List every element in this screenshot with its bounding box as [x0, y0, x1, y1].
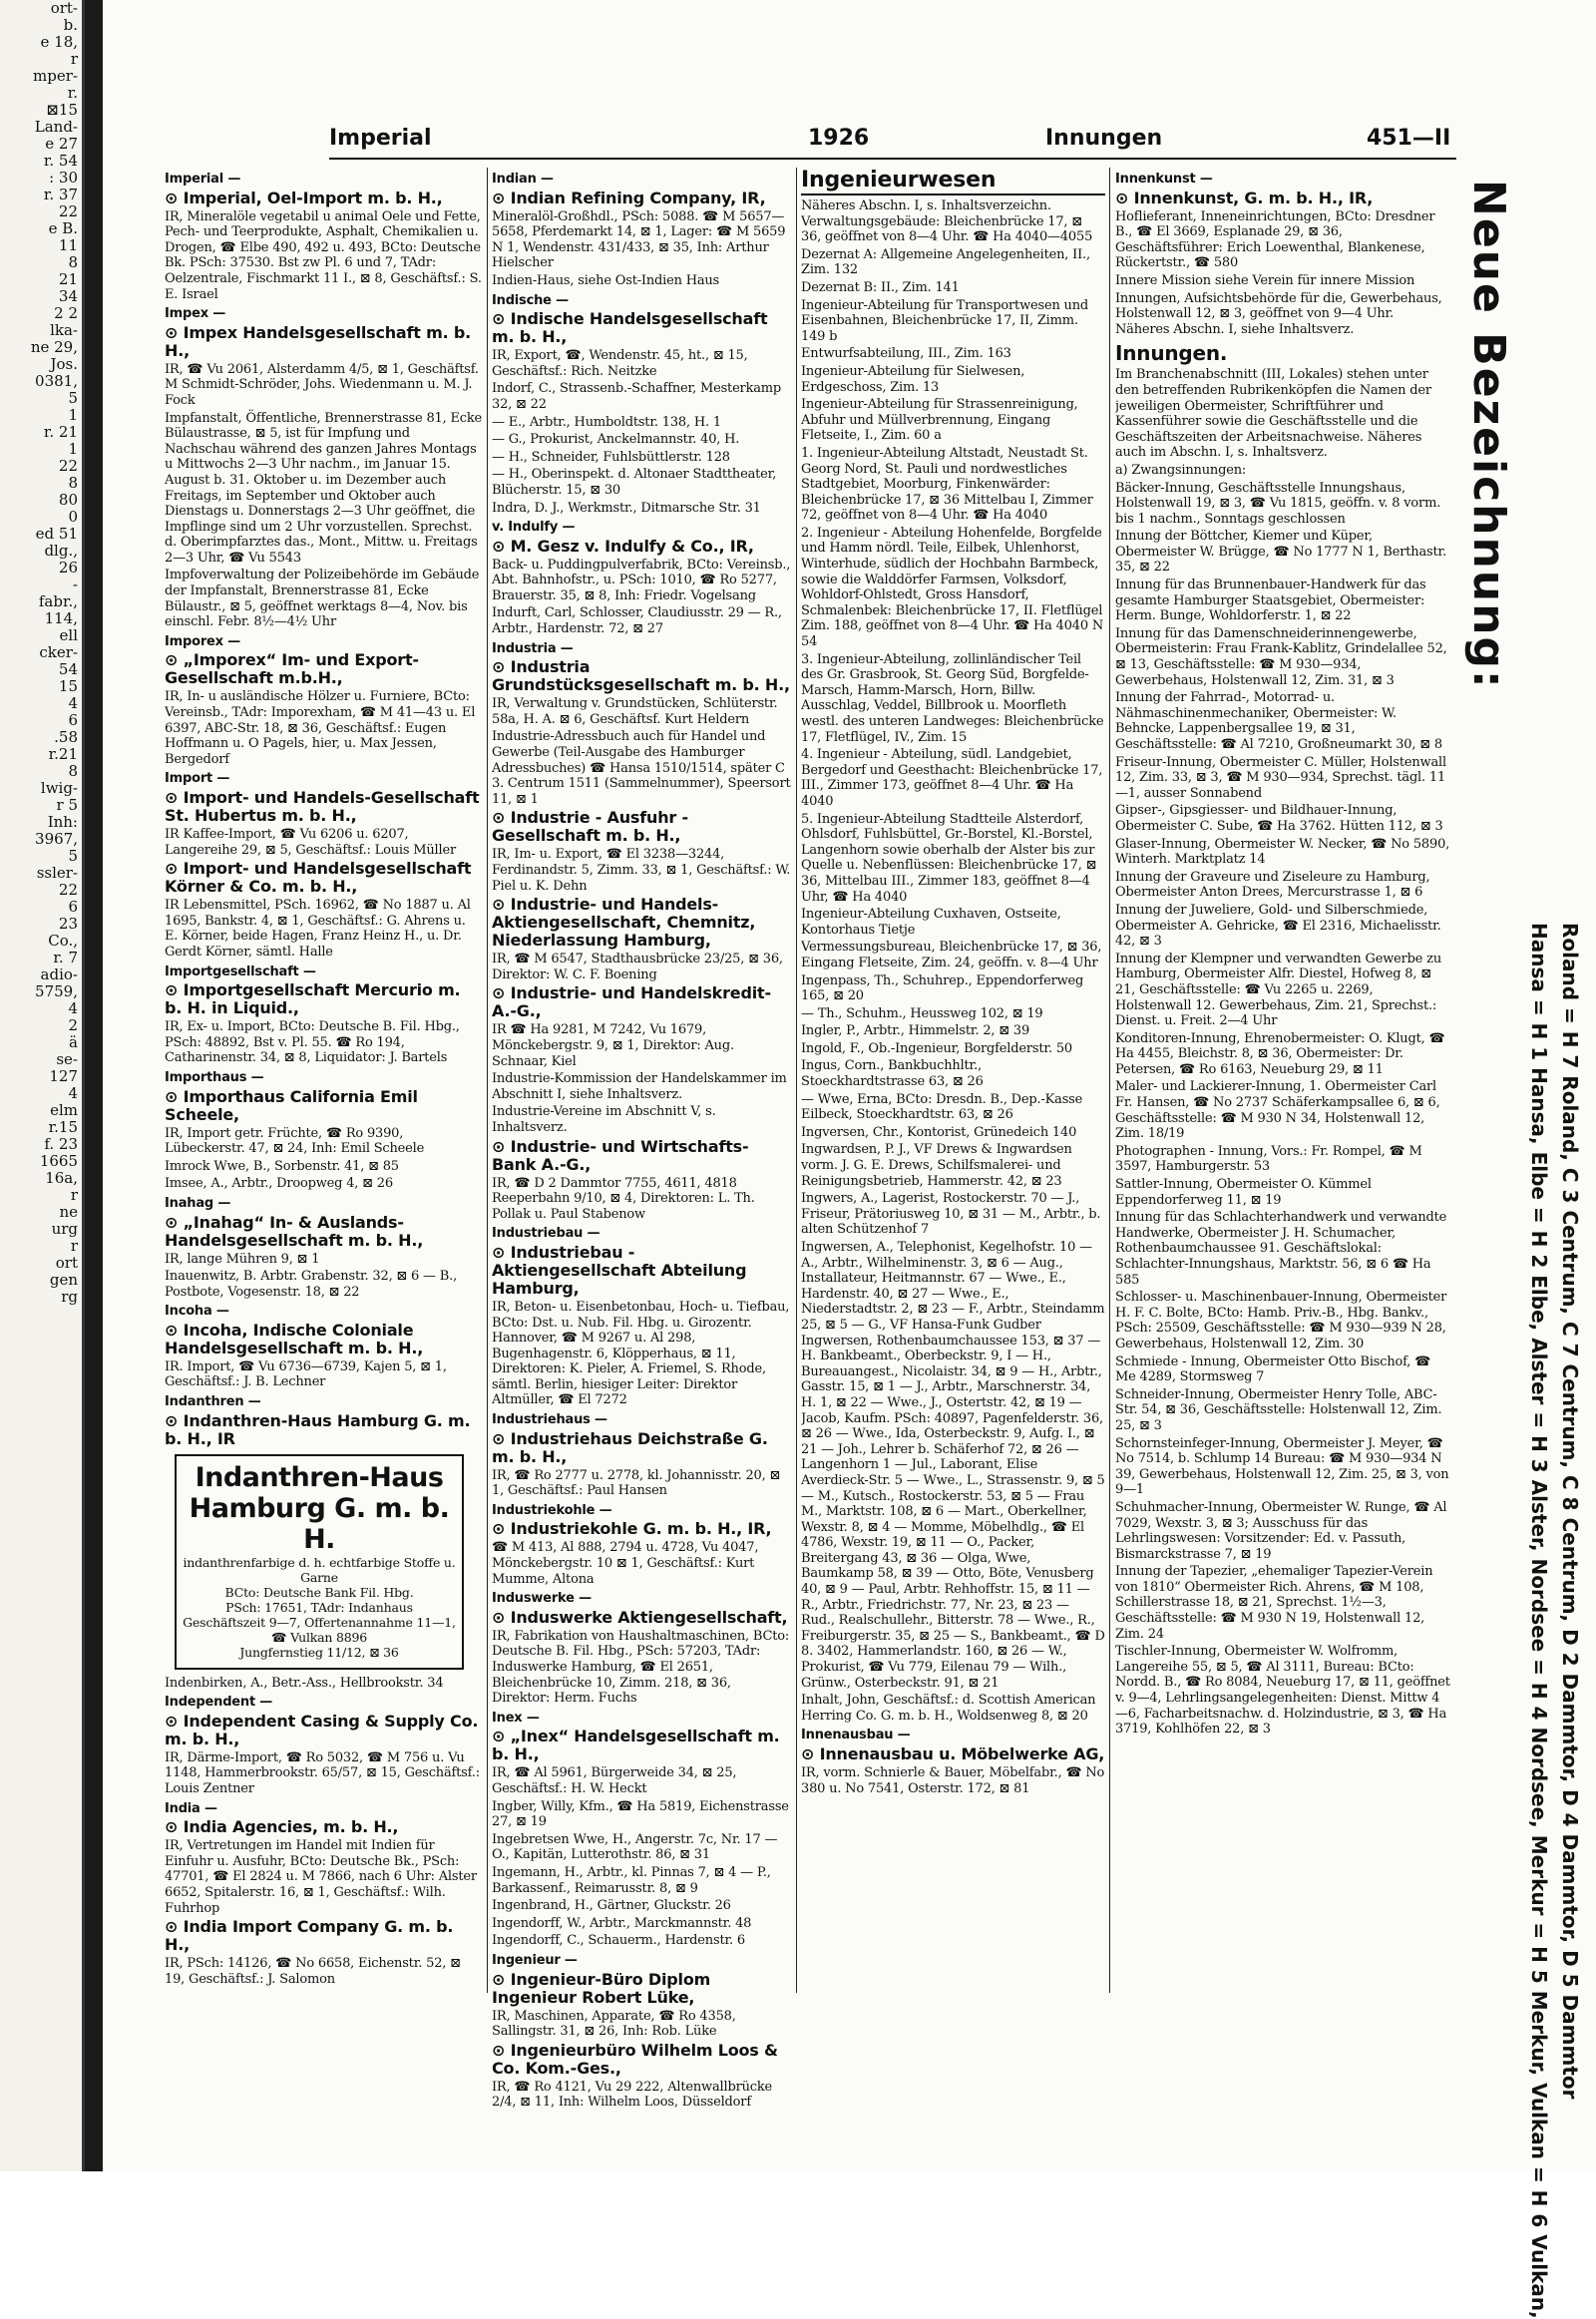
- section-heading: Ingenieurwesen: [801, 168, 1105, 195]
- directory-entry: a) Zwangsinnungen:: [1115, 462, 1247, 478]
- directory-entry: IR, ☎ Vu 2061, Alsterdamm 4/5, ⊠ 1, Geschäftsf. M Schmidt-Schröder, Johs. Wiedenmann u. M. J. Fock: [165, 361, 479, 408]
- directory-entry: IR, Fabrikation von Haushaltmaschinen, BCto: Deutsche B. Fil. Hbg., PSch: 57203, TAdr: Induswerke Hamburg, ☎ El 2651, Bleichenbrücke 10, Zimm. 218, ⊠ 36, Direktor: Herm. Fuchs: [492, 1628, 790, 1707]
- directory-entry: IR, ☎ Ro 4121, Vu 29 222, Altenwallbrücke 2/4, ⊠ 11, Inh: Wilhelm Loos, Düsseldorf: [492, 2079, 773, 2111]
- directory-entry: Ingenieur-Abteilung für Strassenreinigung, Abfuhr und Müllverbrennung, Eingang Fletseite, I., Zim. 60 a: [801, 397, 1078, 444]
- fragment-line: .58: [54, 728, 78, 746]
- index-heading: Induswerke —: [492, 1591, 592, 1607]
- directory-entry: Innung für das Schlachterhandwerk und verwandte Handwerke, Obermeister J. H. Schumacher, Rothenbaumchaussee 91. Geschäftslokal: Schlachter-Innungshaus, Marktstr. 56, ⊠ 6 ☎ Ha 585: [1115, 1210, 1447, 1288]
- header-left-keyword: Imperial: [329, 126, 432, 151]
- index-heading: Ingenieur —: [492, 1952, 578, 1968]
- directory-entry: Gipser-, Gipsgiesser- und Bildhauer-Innung, Obermeister C. Sube, ☎ Ha 3762. Hütten 112, ⊠ 3: [1115, 803, 1443, 834]
- directory-entry: ☎ M 413, Al 888, 2794 u. 4728, Vu 4047, Mönckebergstr. 10 ⊠ 1, Geschäftsf.: Kurt Mumme, Altona: [492, 1540, 759, 1587]
- directory-entry: 2. Ingenieur - Abteilung Hohenfelde, Borgfelde und Hamm nördl. Teile, Eilbek, Uhlenhorst, Winterhude, südlich der Hochbahn Barmbeck, sowie die Walddörfer Farmsen, Volksdorf, Wohldorf-Ohlstedt, Gross Hansdorf, Schmalenbek: Bleichenbrücke 17, II. Fletflügel Zim. 188, geöffnet von 8—4 Uhr. ☎ Ha 4040 N 54: [801, 525, 1104, 650]
- directory-entry: Inhalt, John, Geschäftsf.: d. Scottish American Herring Co. G. m. b. H., Woldsenweg 8, ⊠ 20: [801, 1693, 1096, 1724]
- fragment-line: 8: [68, 762, 78, 780]
- directory-entry: Dezernat A: Allgemeine Angelegenheiten, II., Zim. 132: [801, 246, 1090, 278]
- directory-entry: Bäcker-Innung, Geschäftsstelle Innungshaus, Holstenwall 19, ⊠ 3, ☎ Vu 1815, geöffn. v. 8 vorm. bis 1 nachm., Sonntags geschlossen: [1115, 480, 1441, 527]
- fragment-line: 5: [68, 389, 78, 407]
- index-heading: Industriekohle —: [492, 1502, 612, 1518]
- fragment-line: r.21: [48, 745, 78, 763]
- fragment-line: 1665: [39, 1152, 78, 1170]
- directory-entry: Tischler-Innung, Obermeister W. Wolfromm, Langereihe 55, ⊠ 5, ☎ Al 3111, Bureau: BCto: Nordd. B., ☎ Ro 8084, Neueburg 17, ⊠ 11, geöffnet v. 9—4, Lehrlingsangelegenheiten: Dienst. Mittw 4—6, Facharbeitsnachw. d. Holzindustrie, ⊠ 3, ☎ Ha 3719, Kohlhöfen 22, ⊠ 3: [1115, 1644, 1450, 1738]
- directory-entry: Vermessungsbureau, Bleichenbrücke 17, ⊠ 36, Eingang Fletseite, Zim. 24, geöffn. v. 8—4 Uhr: [801, 940, 1102, 970]
- directory-entry: Impfoverwaltung der Polizeibehörde im Gebäude der Impfanstalt, Brennerstrasse 81, Ecke Bülaustr., ⊠ 5, geöffnet werktags 8—4, Nov. bis einschl. Febr. 8½—4½ Uhr: [165, 568, 480, 630]
- directory-entry: Industrie-Adressbuch auch für Handel und Gewerbe (Teil-Ausgabe des Hamburger Adressbuches) ☎ Hansa 1510/1514, später C 3. Centrum 1511 (Sammelnummer), Speersort 11, ⊠ 1: [492, 729, 791, 807]
- firm-name: ⊙ Industrie - Ausfuhr - Gesellschaft m. b. H.,: [492, 808, 688, 846]
- directory-entry: IR, Beton- u. Eisenbetonbau, Hoch- u. Tiefbau, BCto: Dst. u. Nub. Fil. Hbg. u. Girozentr. Hannover, ☎ M 9267 u. Al 298, Bugenhagenstr. 6, Klöpperhaus, ⊠ 11, Direktoren: K. Pieler, A. Friemel, S. Rhode, sämtl. Berlin, hiesiger Leiter: Direktor Altmüller, ☎ El 7272: [492, 1299, 790, 1408]
- directory-entry: Impfanstalt, Öffentliche, Brennerstrasse 81, Ecke Bülaustrasse, ⊠ 5, ist für Impfung und Nachschau während des ganzen Jahres Montags u Mittwochs 2—3 Uhr nachm., im Januar 15. August b. 31. Oktober u. im Dezember auch Freitags, im September und Oktober auch Dienstags u. Donnerstags 2—3 Uhr geöffnet, die Impflinge sind um 2 Uhr vorzustellen. Sprechst. d. Oberimpfarztes das., Mont., Mittw. u. Freitags 2—3 Uhr, ☎ Vu 5543: [165, 410, 482, 566]
- fragment-line: 127: [49, 1067, 78, 1085]
- fragment-line: 4: [68, 1084, 78, 1102]
- directory-entry: Ingenpass, Th., Schuhrep., Eppendorferweg 165, ⊠ 20: [801, 972, 1084, 1004]
- directory-entry: 5. Ingenieur-Abteilung Stadtteile Alsterdorf, Ohlsdorf, Fuhlsbüttel, Gr.-Borstel, Kl.-Borstel, Langenhorn sowie oberhalb der Alster bis zur Quelle u. Nebenflüssen: Bleichenbrücke 17, ⊠ 36, Mittelbau III., Zimmer 183, geöffnet 8—4 Uhr, ☎ Ha 4040: [801, 811, 1097, 905]
- firm-name: ⊙ Importhaus California Emil Scheele,: [165, 1086, 418, 1124]
- fragment-line: 1: [68, 406, 78, 424]
- directory-entry: Back- u. Puddingpulverfabrik, BCto: Vereinsb., Abt. Bahnhofstr., u. PSch: 1010, ☎ Ro 5277, Brauerstr. 35, ⊠ 8, Inh: Friedr. Vogelsang: [492, 557, 791, 603]
- firm-name: ⊙ „Inex“ Handelsgesellschaft m. b. H.,: [492, 1727, 780, 1764]
- fragment-line: fabr.,: [38, 592, 78, 610]
- column-3: [801, 168, 1105, 2162]
- directory-entry: Innung der Klempner und verwandten Gewerbe zu Hamburg, Obermeister Alfr. Diestel, Hofweg 8, ⊠ 21, Geschäftsstelle: ☎ Vu 2265 u. 2269, Holstenwall 12. Gewerbehaus, Zim. 21, Sprechst.: Dienst. u. Freit. 2—4 Uhr: [1115, 951, 1441, 1029]
- directory-entry: Dezernat B: II., Zim. 141: [801, 279, 960, 295]
- fragment-line: 15: [58, 677, 78, 695]
- firm-name: ⊙ Industrie- und Wirtschafts-Bank A.-G.,: [492, 1136, 749, 1174]
- index-heading: Importhaus —: [165, 1069, 264, 1085]
- directory-entry: Innere Mission siehe Verein für innere Mission: [1115, 272, 1415, 288]
- index-heading: Indanthren —: [165, 1394, 261, 1410]
- column-2: [492, 168, 791, 2162]
- fragment-line: 4: [68, 694, 78, 712]
- directory-entry: Innung der Tapezier, „ehemaliger Tapezier-Verein von 1810“ Obermeister Rich. Ahrens, ☎ M 108, Schillerstrasse 18, ⊠ 21, Sprechst. 1½—3, Geschäftsstelle: ☎ M 930 N 19, Holstenwall 12, Zim. 24: [1115, 1564, 1433, 1642]
- firm-name: ⊙ Industriekohle G. m. b. H., IR,: [492, 1519, 772, 1539]
- directory-entry: Schneider-Innung, Obermeister Henry Tolle, ABC-Str. 54, ⊠ 36, Geschäftsstelle: Holstenwall 12, Zim. 25, ⊠ 3: [1115, 1386, 1442, 1433]
- fragment-line: 6: [68, 898, 78, 916]
- fragment-line: ne 29,: [30, 338, 78, 356]
- directory-entry: Sattler-Innung, Obermeister O. Kümmel Eppendorferweg 11, ⊠ 19: [1115, 1177, 1372, 1208]
- directory-entry: IR, Im- u. Export, ☎ El 3238—3244, Ferdinandstr. 5, Zimm. 33, ⊠ 1, Geschäftsf.: W. Piel u. K. Dehn: [492, 847, 791, 894]
- directory-entry: Ingber, Willy, Kfm., ☎ Ha 5819, Eichenstrasse 27, ⊠ 19: [492, 1798, 789, 1830]
- fragment-line: f. 23: [44, 1135, 78, 1153]
- directory-entry: — Th., Schuhm., Heussweg 102, ⊠ 19: [801, 1005, 1043, 1021]
- directory-entry: IR. Import, ☎ Vu 6736—6739, Kajen 5, ⊠ 1, Geschäftsf.: J. B. Lechner: [165, 1358, 447, 1390]
- directory-entry: Ingwersen, A., Telephonist, Kegelhofstr. 10 — A., Arbtr., Wilhelminenstr. 3, ⊠ 6 — Aug., Installateur, Heitmannstr. 67 — Wwe., E., Hardenstr. 40, ⊠ 27 — Wwe., E., Niederstadtstr. 2, ⊠ 23 — F., Arbtr., Steindamm 25, ⊠ 5 — G., VF Hansa-Funk Gudber Ingwersen, Rothenbaumchaussee 153, ⊠ 37 — H. Bankbeamt., Oberbeckstr. 9, I — H., Bureauangest., Nicolaistr. 34, ⊠ 9 — H., Arbtr., Gasstr. 15, ⊠ 1 — J., Arbtr., Marschnerstr. 34, H. 1, ⊠ 22 — Wwe., J., Ostertstr. 42, ⊠ 19 — Jacob, Kaufm. PSch: 40897, Pagenfelderstr. 36, ⊠ 26 — Wwe., Ida, Osterbeckstr. 9, Aufg. I., ⊠ 21 — Joh., Lehrer b. Schäferhof 72, ⊠ 26 — Langenhorn 1 — Jul., Laborant, Elise Averdieck-Str. 5 — Wwe., L., Strassenstr. 9, ⊠ 5 — M., Kutsch., Rostockerstr. 53, ⊠ 5 — Frau M., Marktstr. 108, ⊠ 6 — Mart., Oberkellner, Wexstr. 8, ⊠ 4 — Momme, Möbelhdlg., ☎ El 4786, Wexstr. 19, ⊠ 11 — O., Packer, Breitergang 43, ⊠ 36 — Olga, Wwe, Baumkamp 58, ⊠ 39 — Otto, Böte, Venusberg 40, ⊠ 9 — Paul, Arbtr. Rehhoffstr. 15, ⊠ 11 — R., Arbtr., Friedrichstr. 77, Nr. 23, ⊠ 23 — Rud., Realschullehr., Bitterstr. 78 — Wwe., R., Freiburgerstr. 35, ⊠ 25 — S., Bankbeamt., ☎ D 8. 3402, Hammerlandstr. 160, ⊠ 26 — W., Prokurist, ☎ Vu 779, Eilenau 79 — Wilh., Grünw., Osterbeckstr. 91, ⊠ 21: [801, 1240, 1105, 1691]
- index-heading: Import —: [165, 771, 230, 787]
- fragment-line: r. 37: [43, 186, 78, 203]
- firm-name: ⊙ Industriebau - Aktiengesellschaft Abteilung Hamburg,: [492, 1242, 747, 1298]
- directory-entry: Imrock Wwe, B., Sorbenstr. 41, ⊠ 85: [165, 1158, 399, 1174]
- fragment-line: ell: [59, 626, 78, 644]
- directory-entry: Schornsteinfeger-Innung, Obermeister J. Meyer, ☎ No 7514, b. Schlump 14 Bureau: ☎ M 930—934 N 39, Gewerbehaus, Holstenwall 12, Zim. 25, ⊠ 3, von 9—1: [1115, 1435, 1449, 1498]
- fragment-line: rg: [61, 1288, 78, 1306]
- firm-name: ⊙ Import- und Handels-Gesellschaft St. Hubertus m. b. H.,: [165, 788, 480, 825]
- fragment-line: 2 2: [54, 304, 78, 322]
- directory-entry: Ingenieur-Abteilung Cuxhaven, Ostseite, Kontorhaus Tietje: [801, 907, 1061, 938]
- directory-entry: Ingendorff, C., Schauerm., Hardenstr. 6: [492, 1933, 745, 1949]
- firm-name: ⊙ India Agencies, m. b. H.,: [165, 1817, 399, 1837]
- section-title: Innungen.: [1115, 341, 1228, 366]
- directory-entry: IR, lange Mühren 9, ⊠ 1: [165, 1251, 320, 1267]
- directory-entry: IR, Mineralöle vegetabil u animal Oele und Fette, Pech- und Teerprodukte, Asphalt, Chemikalien u. Drogen, ☎ Elbe 490, 492 u. 493, BCto: Deutsche Bk. PSch: 37530. Bst zw Pl. 6 und 7, TAdr: Oelzentrale, Fischmarkt 11 I., ⊠ 8, Geschäftsf.: S. E. Israel: [165, 208, 482, 302]
- indanthren-advertisement: [175, 1454, 464, 1670]
- fragment-line: lka-: [50, 321, 78, 339]
- directory-entry: IR, ☎ Ro 2777 u. 2778, kl. Johannisstr. 20, ⊠ 1, Geschäftsf.: Paul Hansen: [492, 1467, 781, 1499]
- index-heading: Impex —: [165, 306, 226, 322]
- index-heading: Industriehaus —: [492, 1412, 607, 1428]
- fragment-line: 34: [58, 287, 78, 305]
- directory-entry: Ingus, Corn., Bankbuchhltr., Stoeckhardtstrasse 63, ⊠ 26: [801, 1058, 984, 1090]
- column-separator: [796, 168, 797, 1993]
- fragment-line: ed 51: [35, 525, 78, 543]
- fragment-line: ort: [55, 1254, 78, 1272]
- firm-name: ⊙ M. Gesz v. Indulfy & Co., IR,: [492, 536, 754, 556]
- ad-line: Geschäftszeit 9—7, Offertenannahme 11—1, ☎ Vulkan 8896: [183, 1614, 456, 1645]
- fragment-line: 0381,: [35, 372, 78, 390]
- fragment-line: 16a,: [45, 1169, 78, 1187]
- directory-entry: — Wwe, Erna, BCto: Dresdn. B., Dep.-Kasse Eilbeck, Stoeckhardtstr. 63, ⊠ 26: [801, 1091, 1083, 1123]
- fragment-line: r. 7: [53, 949, 78, 966]
- fragment-line: gen: [49, 1271, 78, 1289]
- directory-entry: Ingwardsen, P. J., VF Drews & Ingwardsen vorm. J. G. E. Drews, Schilfsmalerei- und Reinigungsbetrieb, Hammerstr. 42, ⊠ 23: [801, 1142, 1072, 1189]
- column-separator: [1109, 168, 1110, 1993]
- directory-entry: Innung der Fahrrad-, Motorrad- u. Nähmaschinenmechaniker, Obermeister: W. Behncke, Lappenbergsallee 19, ⊠ 31, Geschäftsstelle: ☎ Al 7210, Großneumarkt 30, ⊠ 8: [1115, 690, 1442, 752]
- fragment-line: 80: [58, 491, 78, 509]
- directory-entry: Ingold, F., Ob.-Ingenieur, Borgfelderstr. 50: [801, 1040, 1072, 1056]
- directory-entry: Ingversen, Chr., Kontorist, Grünedeich 140: [801, 1124, 1077, 1140]
- index-heading: Indian —: [492, 172, 554, 187]
- index-heading: Industriebau —: [492, 1226, 600, 1242]
- directory-entry: IR, Maschinen, Apparate, ☎ Ro 4358, Sallingstr. 31, ⊠ 26, Inh: Rob. Lüke: [492, 2008, 736, 2040]
- fragment-line: lwig-: [40, 779, 78, 797]
- directory-entry: Innung der Juweliere, Gold- und Silberschmiede, Obermeister A. Gehricke, ☎ El 2316, Michaelisstr. 42, ⊠ 3: [1115, 902, 1441, 950]
- directory-entry: Indenbirken, A., Betr.-Ass., Hellbrookstr. 34: [165, 1675, 444, 1691]
- directory-entry: Ingenieur-Abteilung für Sielwesen, Erdgeschoss, Zim. 13: [801, 363, 1025, 395]
- previous-page-fragment: [0, 0, 85, 2171]
- directory-entry: Indorf, C., Strassenb.-Schaffner, Mesterkamp 32, ⊠ 22: [492, 381, 782, 412]
- fragment-line: e 18,: [40, 33, 78, 51]
- index-heading: Imperial —: [165, 172, 241, 187]
- index-heading: Incoha —: [165, 1304, 229, 1320]
- fragment-line: 5: [68, 847, 78, 865]
- page-header: [329, 118, 1456, 160]
- index-heading: Innenausbau —: [801, 1728, 911, 1743]
- fragment-line: se-: [56, 1050, 78, 1068]
- directory-entry: Innungen, Aufsichtsbehörde für die, Gewerbehaus, Holstenwall 12, ⊠ 3, geöffnet von 9—4 Uhr. Näheres Abschn. I, siehe Inhaltsverz.: [1115, 290, 1442, 337]
- fragment-line: b.: [63, 16, 78, 34]
- fragment-line: 11: [58, 236, 78, 254]
- directory-entry: Indra, D. J., Werkmstr., Ditmarsche Str. 31: [492, 500, 761, 516]
- side-notice-line-2: Roland = H 7 Roland, C 3 Centrum, C 7 Centrum, C 8 Centrum, D 2 Dammtor, D 4 Dammtor, D 5 Dammtor: [1558, 923, 1582, 2100]
- directory-entry: Indurft, Carl, Schlosser, Claudiusstr. 29 — R., Arbtr., Hardenstr. 72, ⊠ 27: [492, 605, 782, 637]
- fragment-line: adio-: [40, 966, 78, 983]
- directory-entry: 1. Ingenieur-Abteilung Altstadt, Neustadt St. Georg Nord, St. Pauli und nordwestliches Stadtgebiet, Moorburg, Finkenwärder: Bleichenbrücke 17, ⊠ 36 Mittelbau I, Zimmer 72, geöffnet von 8—4 Uhr. ☎ Ha 4040: [801, 445, 1093, 524]
- directory-entry: 3. Ingenieur-Abteilung, zollinländischer Teil des Gr. Grasbrook, St. Georg Süd, Borgfelde-Marsch, Hamm-Marsch, Horn, Billw. Ausschlag, Veddel, Billbrook u. Moorfleth westl. des unteren Landweges: Bleichenbrücke 17, Fletflügel, IV., Zim. 15: [801, 651, 1104, 745]
- fragment-line: 6: [68, 711, 78, 729]
- index-heading: India —: [165, 1800, 217, 1816]
- fragment-line: dlg.,: [44, 542, 78, 560]
- firm-name: ⊙ Industrie- und Handelskredit-A.-G.,: [492, 983, 771, 1021]
- fragment-line: r: [70, 1237, 78, 1255]
- fragment-line: ne: [59, 1203, 78, 1221]
- fragment-line: : 30: [49, 169, 78, 187]
- directory-entry: Imsee, A., Arbtr., Droopweg 4, ⊠ 26: [165, 1176, 393, 1192]
- directory-entry: Im Branchenabschnitt (III, Lokales) stehen unter den betreffenden Rubrikenköpfen die Namen der jeweiligen Obermeister, Schriftführer und Kassenführer sowie die Geschäftsstelle und die Geschäftszeiten der Arbeitsnachweise. Näheres auch im Abschn. I, s. Inhaltsverz.: [1115, 367, 1431, 461]
- fragment-line: 26: [58, 559, 78, 577]
- fragment-line: 1: [68, 440, 78, 458]
- directory-entry: Ingenieur-Abteilung für Transportwesen und Eisenbahnen, Bleichenbrücke 17, II, Zimm. 149 b: [801, 297, 1089, 344]
- firm-name: ⊙ Innenausbau u. Möbelwerke AG,: [801, 1744, 1105, 1763]
- directory-entry: Innung der Graveure und Ziseleure zu Hamburg, Obermeister Anton Drees, Mercurstrasse 1, ⊠ 6: [1115, 869, 1430, 901]
- directory-entry: IR, ☎ M 6547, Stadthausbrücke 23/25, ⊠ 36, Direktor: W. C. F. Boening: [492, 952, 783, 982]
- ad-line: indanthrenfarbige d. h. echtfarbige Stoffe u. Garne: [183, 1554, 456, 1585]
- firm-name: ⊙ Importgesellschaft Mercurio m. b. H. in Liquid.,: [165, 980, 461, 1018]
- directory-entry: Näheres Abschn. I, s. Inhaltsverzeichn. Verwaltungsgebäude: Bleichenbrücke 17, ⊠ 36, geöffnet von 8—4 Uhr. ☎ Ha 4040—4055: [801, 198, 1093, 245]
- directory-entry: Friseur-Innung, Obermeister C. Müller, Holstenwall 12, Zim. 33, ⊠ 3, ☎ M 930—934, Sprechst. tägl. 11—1, ausser Sonnabend: [1115, 754, 1446, 801]
- directory-entry: Hoflieferant, Inneneinrichtungen, BCto: Dresdner B., ☎ El 3669, Esplanade 29, ⊠ 36, Geschäftsführer: Erich Loewenthal, Blankenese, Rückertstr., ☎ 580: [1115, 208, 1435, 271]
- fragment-line: ä: [69, 1033, 78, 1051]
- fragment-line: 114,: [44, 609, 78, 627]
- side-notice-title: Neue Bezeichnung:: [1463, 180, 1514, 690]
- fragment-line: ⊠15: [46, 101, 78, 119]
- directory-entry: Innung für das Brunnenbauer-Handwerk für das gesamte Hamburger Staatsgebiet, Obermeister: Herm. Bunge, Wohldorferstr. 1, ⊠ 22: [1115, 578, 1426, 624]
- header-year: 1926: [808, 126, 870, 151]
- directory-entry: Glaser-Innung, Obermeister W. Necker, ☎ No 5890, Winterh. Marktplatz 14: [1115, 836, 1450, 868]
- directory-entry: Innung für das Damenschneiderinnengewerbe, Obermeisterin: Frau Frank-Kablitz, Grindelallee 52, ⊠ 13, Geschäftsstelle: ☎ M 930—934, Gewerbehaus, Holstenwall 12, Zim. 31, ⊠ 3: [1115, 625, 1447, 688]
- index-heading: Inex —: [492, 1710, 540, 1726]
- index-heading: Indische —: [492, 292, 569, 308]
- directory-entry: Photographen - Innung, Vors.: Fr. Rompel, ☎ M 3597, Hamburgerstr. 53: [1115, 1143, 1422, 1175]
- index-heading: Inahag —: [165, 1195, 231, 1211]
- fragment-line: ort-: [50, 0, 78, 17]
- index-heading: Independent —: [165, 1695, 273, 1711]
- ad-title: Indanthren-Haus Hamburg G. m. b. H.: [189, 1461, 450, 1555]
- directory-entry: Ingwers, A., Lagerist, Rostockerstr. 70 — J., Friseur, Prätoriusweg 10, ⊠ 31 — M., Arbtr., b. alten Schützenhof 7: [801, 1191, 1101, 1238]
- fragment-line: elm: [50, 1101, 78, 1119]
- directory-entry: Mineralöl-Großhdl., PSch: 5088. ☎ M 5657—5658, Pferdemarkt 14, ⊠ 1, Lager: ☎ M 5659 N 1, Wendenstr. 431/433, ⊠ 35, Inh: Arthur Hielscher: [492, 208, 786, 271]
- directory-entry: Maler- und Lackierer-Innung, 1. Obermeister Carl Fr. Hansen, ☎ No 2737 Schäferkampsallee 6, ⊠ 6, Geschäftsstelle: ☎ M 930 N 34, Holstenwall 12, Zim. 18/19: [1115, 1079, 1440, 1142]
- directory-entry: — H., Oberinspekt. d. Altonaer Stadttheater, Blücherstr. 15, ⊠ 30: [492, 467, 777, 498]
- directory-entry: Innung der Böttcher, Kiemer und Küper, Obermeister W. Brügge, ☎ No 1777 N 1, Berthastr. 35, ⊠ 22: [1115, 529, 1447, 576]
- fragment-line: -: [72, 576, 78, 593]
- index-heading: Innenkunst —: [1115, 172, 1213, 187]
- directory-entry: IR Kaffee-Import, ☎ Vu 6206 u. 6207, Langereihe 29, ⊠ 5, Geschäftsf.: Louis Müller: [165, 827, 456, 858]
- directory-entry: Ingler, P., Arbtr., Himmelstr. 2, ⊠ 39: [801, 1023, 1030, 1039]
- directory-entry: Schlosser- u. Maschinenbauer-Innung, Obermeister H. F. C. Bolte, BCto: Hamb. Priv.-B., Hbg. Bankv., PSch: 25509, Geschäftsstelle: ☎ M 930—939 N 28, Gewerbehaus, Holstenwall 12, Zim. 30: [1115, 1290, 1447, 1352]
- fragment-line: e B.: [48, 219, 78, 237]
- firm-name: ⊙ Ingenieur-Büro Diplom Ingenieur Robert Lüke,: [492, 1969, 711, 2007]
- directory-entry: Inauenwitz, B. Arbtr. Grabenstr. 32, ⊠ 6 — B., Postbote, Vogesenstr. 18, ⊠ 22: [165, 1269, 458, 1300]
- fragment-line: 8: [68, 253, 78, 271]
- fragment-line: r. 21: [43, 423, 78, 441]
- page-number: 451—II: [1367, 126, 1451, 151]
- side-notice-line-1: Hansa = H 1 Hansa, Elbe = H 2 Elbe, Alster = H 3 Alster, Nordsee = H 4 Nordsee, Merkur = H 5 Merkur, Vulkan = H 6 Vulkan,: [1527, 923, 1551, 2319]
- fragment-line: 3967,: [35, 830, 78, 848]
- fragment-line: 54: [58, 660, 78, 678]
- directory-entry: IR ☎ Ha 9281, M 7242, Vu 1679, Mönckebergstr. 9, ⊠ 1, Direktor: Aug. Schnaar, Kiel: [492, 1022, 734, 1069]
- firm-name: ⊙ Industriehaus Deichstraße G. m. b. H.,: [492, 1428, 768, 1466]
- index-heading: Industria —: [492, 640, 574, 656]
- fragment-line: 22: [58, 881, 78, 899]
- index-heading: v. Indulfy —: [492, 520, 576, 536]
- column-4: [1115, 168, 1451, 2162]
- firm-name: ⊙ Impex Handelsgesellschaft m. b. H.,: [165, 322, 471, 360]
- firm-name: ⊙ Indanthren-Haus Hamburg G. m. b. H., IR: [165, 1410, 471, 1448]
- fragment-line: r. 54: [43, 152, 78, 170]
- directory-entry: IR, Ex- u. Import, BCto: Deutsche B. Fil. Hbg., PSch: 48892, Bst v. Pl. 55. ☎ Ro 194, Catharinenstr. 34, ⊠ 8, Liquidator: J. Bartels: [165, 1019, 460, 1066]
- fragment-line: ssler-: [36, 864, 78, 882]
- firm-name: ⊙ Induswerke Aktiengesellschaft,: [492, 1607, 788, 1627]
- column-separator: [487, 168, 488, 1993]
- directory-entry: — E., Arbtr., Humboldtstr. 138, H. 1: [492, 414, 721, 430]
- directory-entry: — H., Schneider, Fuhlsbüttlerstr. 128: [492, 449, 730, 465]
- firm-name: ⊙ Imperial, Oel-Import m. b. H.,: [165, 188, 443, 207]
- column-1: [165, 168, 482, 2162]
- ad-line: Jungfernstieg 11/12, ⊠ 36: [239, 1644, 399, 1660]
- firm-name: ⊙ Industrie- und Handels-Aktiengesellschaft, Chemnitz, Niederlassung Hamburg,: [492, 895, 756, 951]
- book-gutter: [85, 0, 103, 2171]
- directory-entry: IR, Export, ☎, Wendenstr. 45, ht., ⊠ 15, Geschäftsf.: Rich. Neitzke: [492, 348, 748, 379]
- firm-name: ⊙ Industria Grundstücksgesellschaft m. b. H.,: [492, 657, 790, 695]
- fragment-line: 2: [68, 1016, 78, 1034]
- firm-name: ⊙ India Import Company G. m. b. H.,: [165, 1917, 454, 1955]
- fragment-line: 22: [58, 457, 78, 475]
- fragment-line: cker-: [39, 643, 78, 661]
- fragment-line: r.: [67, 84, 78, 102]
- fragment-line: 22: [58, 202, 78, 220]
- directory-entry: Industrie-Kommission der Handelskammer im Abschnitt I, siehe Inhaltsverz.: [492, 1071, 787, 1102]
- directory-entry: Ingendorff, W., Arbtr., Marckmannstr. 48: [492, 1915, 752, 1931]
- fragment-line: r.15: [48, 1118, 78, 1136]
- firm-name: ⊙ Indian Refining Company, IR,: [492, 188, 766, 207]
- fragment-line: r: [70, 1186, 78, 1204]
- directory-entry: Ingenbrand, H., Gärtner, Gluckstr. 26: [492, 1898, 731, 1914]
- firm-name: ⊙ Independent Casing & Supply Co. m. b. H.,: [165, 1711, 479, 1748]
- fragment-line: Inh:: [47, 813, 78, 831]
- ad-line: PSch: 17651, TAdr: Indanhaus: [225, 1599, 413, 1615]
- directory-entry: Ingemann, H., Arbtr., kl. Pinnas 7, ⊠ 4 — P., Barkassenf., Reimarusstr. 8, ⊠ 9: [492, 1864, 771, 1896]
- firm-name: ⊙ Incoha, Indische Coloniale Handelsgesellschaft m. b. H.,: [165, 1320, 424, 1357]
- directory-entry: IR, Därme-Import, ☎ Ro 5032, ☎ M 756 u. Vu 1148, Hammerbrookstr. 65/57, ⊠ 15, Geschäftsf.: Louis Zentner: [165, 1749, 480, 1797]
- firm-name: ⊙ „Inahag“ In- & Auslands-Handelsgesellschaft m. b. H.,: [165, 1212, 424, 1250]
- directory-entry: 4. Ingenieur - Abteilung, südl. Landgebiet, Bergedorf und Geesthacht: Bleichenbrücke 17, III., Zimmer 173, geöffnet 8—4 Uhr. ☎ Ha 4040: [801, 747, 1103, 809]
- directory-entry: — G., Prokurist, Anckelmannstr. 40, H.: [492, 432, 740, 448]
- header-section: Innungen: [1045, 126, 1163, 151]
- fragment-line: e 27: [45, 135, 78, 153]
- fragment-line: mper-: [33, 67, 78, 85]
- fragment-line: 21: [58, 270, 78, 288]
- firm-name: ⊙ Indische Handelsgesellschaft m. b. H.,: [492, 309, 768, 347]
- fragment-line: Co.,: [48, 932, 78, 950]
- directory-entry: IR, Verwaltung v. Grundstücken, Schlüterstr. 58a, H. A. ⊠ 6, Geschäftsf. Kurt Heldern: [492, 696, 778, 727]
- directory-entry: IR, In- u ausländische Hölzer u. Furniere, BCto: Vereinsb., TAdr: Imporexham, ☎ M 41—43 u. El 6397, ABC-Str. 18, ⊠ 36, Geschäftsf.: Eugen Hoffmann u. O Pagels, hier, u. Max Jessen, Bergedorf: [165, 689, 476, 767]
- fragment-line: r 5: [56, 796, 78, 814]
- directory-entry: Schuhmacher-Innung, Obermeister W. Runge, ☎ Al 7029, Wexstr. 3, ⊠ 3; Ausschuss für das Lehrlingswesen: Vorsitzender: Ed. v. Passuth, Bismarckstrasse 7, ⊠ 19: [1115, 1499, 1447, 1562]
- directory-entry: IR, vorm. Schnierle & Bauer, Möbelfabr., ☎ No 380 u. No 7541, Osterstr. 172, ⊠ 81: [801, 1765, 1105, 1796]
- directory-entry: IR, Import getr. Früchte, ☎ Ro 9390, Lübeckerstr. 47, ⊠ 24, Inh: Emil Scheele: [165, 1125, 425, 1157]
- firm-name: ⊙ Import- und Handelsgesellschaft Körner & Co. m. b. H.,: [165, 859, 472, 897]
- fragment-line: r: [70, 50, 78, 68]
- directory-entry: IR, ☎ D 2 Dammtor 7755, 4611, 4818 Reeperbahn 9/10, ⊠ 4, Direktoren: L. Th. Pollak u. Paul Stabenow: [492, 1175, 755, 1222]
- index-heading: Importgesellschaft —: [165, 964, 316, 979]
- fragment-line: 0: [68, 508, 78, 526]
- directory-entry: Ingebretsen Wwe, H., Angerstr. 7c, Nr. 17 — O., Kapitän, Lutterothstr. 86, ⊠ 31: [492, 1831, 778, 1863]
- directory-entry: Indien-Haus, siehe Ost-Indien Haus: [492, 272, 720, 288]
- directory-entry: Schmiede - Innung, Obermeister Otto Bischof, ☎ Me 4289, Stormsweg 7: [1115, 1353, 1431, 1385]
- directory-entry: Entwurfsabteilung, III., Zim. 163: [801, 346, 1011, 362]
- index-heading: Imporex —: [165, 633, 240, 649]
- directory-entry: IR, Vertretungen im Handel mit Indien für Einfuhr u. Ausfuhr, BCto: Deutsche Bk., PSch: 47701, ☎ El 2824 u. M 7866, nach 6 Uhr: Alster 6652, Spitalerstr. 16, ⊠ 1, Geschäftsf.: Wilh. Fuhrhop: [165, 1838, 477, 1916]
- firm-name: ⊙ Ingenieurbüro Wilhelm Loos & Co. Kom.-Ges.,: [492, 2040, 778, 2078]
- firm-name: ⊙ Innenkunst, G. m. b. H., IR,: [1115, 188, 1374, 207]
- fragment-line: urg: [51, 1220, 78, 1238]
- fragment-line: Jos.: [50, 355, 78, 373]
- fragment-line: Land-: [34, 118, 78, 136]
- directory-entry: IR Lebensmittel, PSch. 16962, ☎ No 1887 u. Al 1695, Bankstr. 4, ⊠ 1, Geschäftsf.: G. Ahrens u. E. Körner, beide Hagen, Franz Heinz H., u. Dr. Gerdt Körner, sämtl. Halle: [165, 898, 471, 960]
- ad-line: BCto: Deutsche Bank Fil. Hbg.: [224, 1584, 414, 1600]
- fragment-line: 5759,: [35, 982, 78, 1000]
- fragment-line: 23: [58, 915, 78, 933]
- directory-entry: IR, PSch: 14126, ☎ No 6658, Eichenstr. 52, ⊠ 19, Geschäftsf.: J. Salomon: [165, 1956, 461, 1987]
- firm-name: ⊙ „Imporex“ Im- und Export-Gesellschaft m.b.H.,: [165, 650, 419, 688]
- fragment-line: 8: [68, 474, 78, 492]
- fragment-line: 4: [68, 999, 78, 1017]
- directory-entry: Industrie-Vereine im Abschnitt V, s. Inhaltsverz.: [492, 1104, 716, 1135]
- directory-entry: Konditoren-Innung, Ehrenobermeister: O. Klugt, ☎ Ha 4455, Bleichstr. 8, ⊠ 36, Obermeister: Dr. Petersen, ☎ Ro 6163, Neueburg 29, ⊠ 11: [1115, 1030, 1445, 1077]
- directory-entry: IR, ☎ Al 5961, Bürgerweide 34, ⊠ 25, Geschäftsf.: H. W. Heckt: [492, 1765, 737, 1796]
